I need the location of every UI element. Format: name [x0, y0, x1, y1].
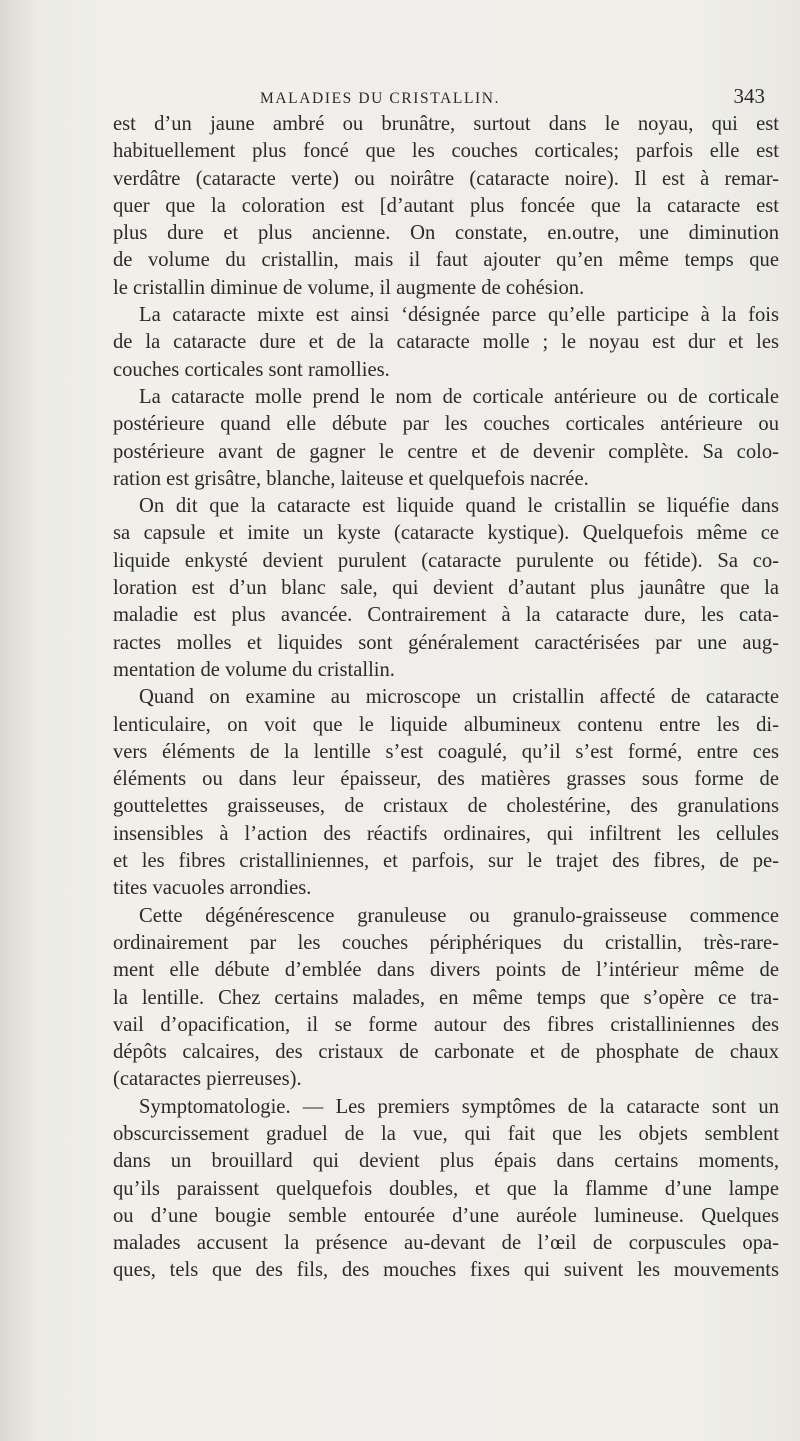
- text-line: Quand on examine au microscope un cristallin affecté de cataracte: [139, 686, 779, 709]
- text-line: ractes molles et liquides sont généralement caractérisées par une aug-: [113, 631, 779, 654]
- text-line: insensibles à l’action des réactifs ordinaires, qui infiltrent les cellules: [113, 822, 779, 845]
- text-line: sa capsule et imite un kyste (cataracte kystique). Quelquefois même ce: [113, 522, 779, 545]
- text-line: La cataracte molle prend le nom de corticale antérieure ou de corticale: [139, 385, 779, 408]
- text-line: loration est d’un blanc sale, qui devient d’autant plus jaunâtre que la: [113, 577, 779, 600]
- text-line: postérieure avant de gagner le centre et de devenir complète. Sa colo-: [113, 440, 779, 463]
- text-line: ration est grisâtre, blanche, laiteuse et quelquefois nacrée.: [113, 467, 589, 490]
- text-line: vail d’opacification, il se forme autour des fibres cristalliniennes des: [113, 1013, 779, 1036]
- text-line: vers éléments de la lentille s’est coagulé, qu’il s’est formé, entre ces: [113, 740, 779, 763]
- text-line: ques, tels que des fils, des mouches fixes qui suivent les mouvements: [113, 1259, 779, 1282]
- text-line: gouttelettes graisseuses, de cristaux de cholestérine, des granulations: [113, 795, 779, 818]
- text-line: dans un brouillard qui devient plus épais dans certains moments,: [113, 1150, 779, 1173]
- text-line: postérieure quand elle débute par les couches corticales antérieure ou: [113, 413, 779, 436]
- text-line: Symptomatologie. — Les premiers symptômes de la cataracte sont un: [139, 1095, 779, 1118]
- text-line: liquide enkysté devient purulent (cataracte purulente ou fétide). Sa co-: [113, 549, 779, 572]
- text-line: le cristallin diminue de volume, il augmente de cohésion.: [113, 276, 585, 299]
- text-line: ordinairement par les couches périphériques du cristallin, très-rare-: [113, 931, 779, 954]
- text-line: obscurcissement graduel de la vue, qui fait que les objets semblent: [113, 1122, 779, 1145]
- text-line: est d’un jaune ambré ou brunâtre, surtout dans le noyau, qui est: [113, 113, 779, 135]
- text-line: la lentille. Chez certains malades, en même temps que s’opère ce tra-: [113, 986, 779, 1009]
- text-line: La cataracte mixte est ainsi ‘désignée parce qu’elle participe à la fois: [139, 304, 779, 327]
- text-line: quer que la coloration est [d’autant plus foncée que la cataracte est: [113, 194, 779, 217]
- text-line: malades accusent la présence au-devant de l’œil de corpuscules opa-: [113, 1232, 779, 1255]
- text-line: ment elle débute d’emblée dans divers points de l’intérieur même de: [113, 959, 779, 982]
- text-line: de la cataracte dure et de la cataracte molle ; le noyau est dur et les: [113, 331, 779, 354]
- text-line: maladie est plus avancée. Contrairement à la cataracte dure, les cata-: [113, 604, 779, 627]
- page-header: [240, 84, 765, 114]
- text-line: tites vacuoles arrondies.: [113, 877, 312, 900]
- text-line: de volume du cristallin, mais il faut ajouter qu’en même temps que: [113, 249, 779, 272]
- text-line: éléments ou dans leur épaisseur, des matières grasses sous forme de: [113, 768, 779, 791]
- body-text: [113, 111, 779, 1285]
- text-line: lenticulaire, on voit que le liquide albumineux contenu entre les di-: [113, 713, 779, 736]
- running-title: MALADIES DU CRISTALLIN.: [260, 90, 501, 107]
- text-line: ou d’une bougie semble entourée d’une auréole lumineuse. Quelques: [113, 1204, 779, 1227]
- page-number: 343: [733, 84, 765, 108]
- text-line: Cette dégénérescence granuleuse ou granulo-graisseuse commence: [139, 904, 779, 927]
- text-line: qu’ils paraissent quelquefois doubles, et que la flamme d’une lampe: [113, 1177, 779, 1200]
- text-line: verdâtre (cataracte verte) ou noirâtre (cataracte noire). Il est à remar-: [113, 167, 779, 190]
- text-line: dépôts calcaires, des cristaux de carbonate et de phosphate de chaux: [113, 1041, 779, 1064]
- text-line: plus dure et plus ancienne. On constate, en.outre, une diminution: [113, 222, 779, 245]
- text-line: couches corticales sont ramollies.: [113, 358, 390, 381]
- text-line: On dit que la cataracte est liquide quand le cristallin se liquéfie dans: [139, 495, 779, 518]
- text-line: habituellement plus foncé que les couches corticales; parfois elle est: [113, 140, 779, 163]
- text-line: mentation de volume du cristallin.: [113, 658, 395, 681]
- text-line: et les fibres cristalliniennes, et parfois, sur le trajet des fibres, de pe-: [113, 850, 779, 873]
- text-line: (cataractes pierreuses).: [113, 1068, 302, 1091]
